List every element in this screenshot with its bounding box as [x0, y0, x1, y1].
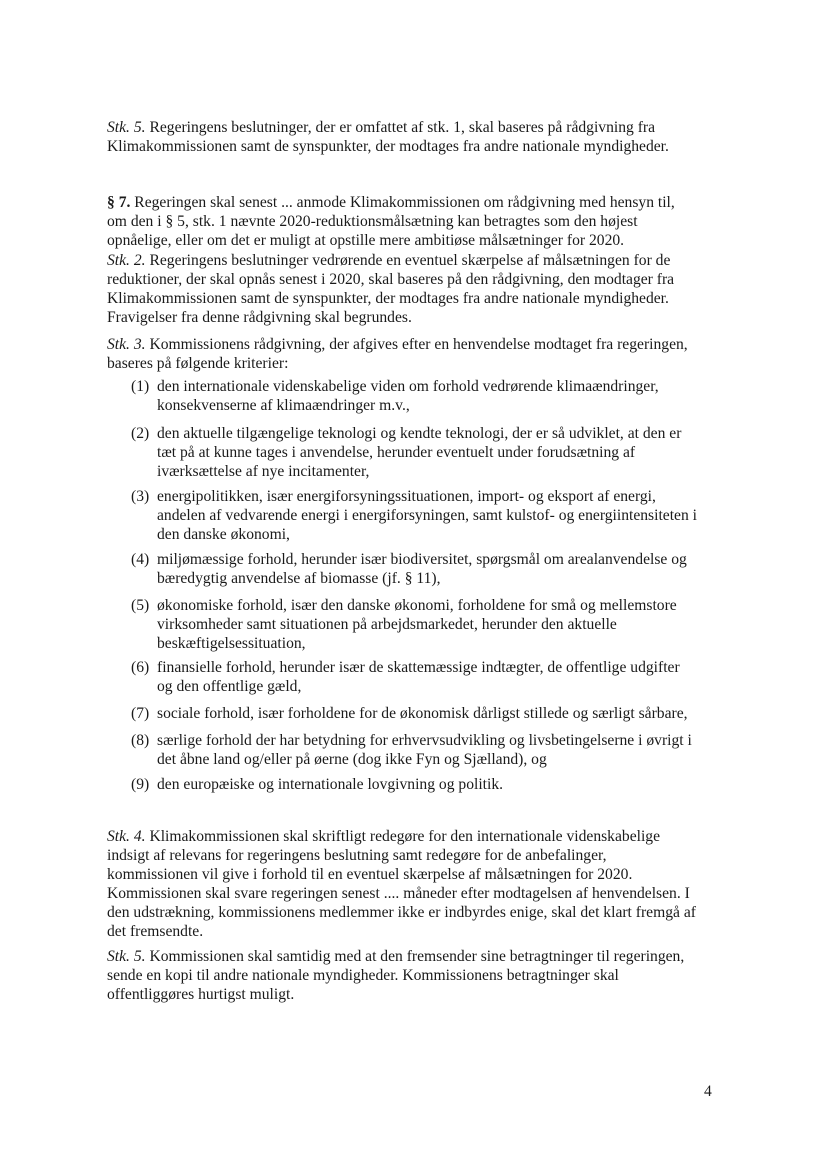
paragraph-line: om den i § 5, stk. 1 nævnte 2020-reduktionsmålsætning kan betragtes som den højest: [107, 213, 638, 230]
paragraph-stk4: [107, 827, 719, 941]
criteria-line: finansielle forhold, herunder især de skattemæssige indtægter, de offentlige udgifter: [157, 659, 680, 676]
criteria-number: (8): [131, 732, 150, 749]
criteria-line: den europæiske og internationale lovgivning og politik.: [157, 776, 504, 793]
criteria-line: konsekvenserne af klimaændringer m.v.,: [157, 397, 410, 414]
paragraph-stk5-regeringens-beslutninger: [107, 118, 719, 156]
paragraph-line: offentliggøres hurtigst muligt.: [107, 986, 295, 1003]
stk-label: Stk. 5.: [107, 948, 146, 965]
paragraph-line: kommissionen vil give i forhold til en eventuel skærpelse af målsætningen for 2020.: [107, 866, 633, 883]
paragraph-line: reduktioner, der skal opnås senest i 2020, skal baseres på den rådgivning, den modtager fra: [107, 271, 675, 288]
criteria-number: (3): [131, 488, 150, 505]
criteria-line: økonomiske forhold, især den danske økonomi, forholdene for små og mellemstore: [157, 597, 677, 614]
criteria-number: (5): [131, 597, 150, 614]
criteria-line: andelen af vedvarende energi i energiforsyningen, samt kulstof- og energiintensiteten i: [157, 507, 697, 524]
paragraph-line: den udstrækning, kommissionens medlemmer ikke er indbyrdes enige, skal det klart fremgå af: [107, 904, 696, 921]
paragraph-stk3: [107, 335, 719, 373]
paragraph-stk5-kommissionen: [107, 947, 719, 1004]
paragraph-line: det fremsendte.: [107, 923, 204, 940]
paragraph-stk2: [107, 251, 719, 327]
stk-label: Stk. 2.: [107, 252, 146, 269]
criteria-number: (7): [131, 705, 150, 722]
paragraph-line: indsigt af relevans for regeringens beslutning samt redegøre for de anbefalinger,: [107, 847, 607, 864]
criteria-line: den danske økonomi,: [157, 526, 290, 543]
paragraph-line: Fravigelser fra denne rådgivning skal begrundes.: [107, 309, 412, 326]
criteria-line: tæt på at kunne tages i anvendelse, herunder eventuelt under forudsætning af: [157, 444, 636, 461]
paragraph-line: Kommissionens rådgivning, der afgives efter en henvendelse modtaget fra regeringen,: [145, 336, 688, 353]
criteria-line: den aktuelle tilgængelige teknologi og kendte teknologi, der er så udviklet, at den er: [157, 425, 682, 442]
paragraph-line: Kommissionen skal svare regeringen senest .... måneder efter modtagelsen af henvendelsen. I: [107, 885, 690, 902]
criteria-number: (4): [131, 551, 150, 568]
paragraph-line: Regeringen skal senest ... anmode Klimakommissionen om rådgivning med hensyn til,: [130, 194, 675, 211]
paragraph-line: Kommissionen skal samtidig med at den fremsender sine betragtninger til regeringen,: [145, 948, 685, 965]
criteria-line: det åbne land og/eller på øerne (dog ikke Fyn og Sjælland), og: [157, 751, 547, 768]
page-number: 4: [704, 1083, 712, 1100]
criteria-number: (1): [131, 378, 150, 395]
criteria-line: og den offentlige gæld,: [157, 678, 302, 695]
paragraph-line: Regeringens beslutninger, der er omfattet af stk. 1, skal baseres på rådgivning fra: [145, 119, 656, 136]
paragraph-line: Regeringens beslutninger vedrørende en eventuel skærpelse af målsætningen for de: [145, 252, 671, 269]
paragraph-line: baseres på følgende kriterier:: [107, 355, 289, 372]
criteria-line: iværksættelse af nye incitamenter,: [157, 463, 370, 480]
paragraph-line: Klimakommissionen samt de synspunkter, der modtages fra andre nationale myndigheder.: [107, 138, 669, 155]
paragraph-line: opnåelige, eller om det er muligt at opstille mere ambitiøse målsætninger for 2020.: [107, 232, 625, 249]
stk-label: Stk. 5.: [107, 119, 146, 136]
criteria-line: energipolitikken, især energiforsyningssituationen, import- og eksport af energi,: [157, 488, 656, 505]
criteria-line: særlige forhold der har betydning for erhvervsudvikling og livsbetingelserne i øvrigt i: [157, 732, 692, 749]
criteria-line: miljømæssige forhold, herunder især biodiversitet, spørgsmål om arealanvendelse og: [157, 551, 687, 568]
criteria-line: bæredygtig anvendelse af biomasse (jf. § 11),: [157, 570, 441, 587]
criteria-line: beskæftigelsessituation,: [157, 635, 306, 652]
stk-label: Stk. 4.: [107, 828, 146, 845]
section-label: § 7.: [107, 194, 131, 211]
criteria-number: (6): [131, 659, 150, 676]
criteria-line: sociale forhold, især forholdene for de økonomisk dårligst stillede og særligt sårbare,: [157, 705, 688, 722]
criteria-number: (2): [131, 425, 150, 442]
criteria-line: virksomheder samt situationen på arbejdsmarkedet, herunder den aktuelle: [157, 616, 617, 633]
criteria-line: den internationale videnskabelige viden om forhold vedrørende klimaændringer,: [157, 378, 659, 395]
paragraph-line: Klimakommissionen samt de synspunkter, der modtages fra andre nationale myndigheder.: [107, 290, 669, 307]
stk-label: Stk. 3.: [107, 336, 146, 353]
paragraph-section-7: [107, 193, 719, 250]
paragraph-line: sende en kopi til andre nationale myndigheder. Kommissionens betragtninger skal: [107, 967, 619, 984]
paragraph-line: Klimakommissionen skal skriftligt redegøre for den internationale videnskabelige: [145, 828, 661, 845]
criteria-number: (9): [131, 776, 150, 793]
